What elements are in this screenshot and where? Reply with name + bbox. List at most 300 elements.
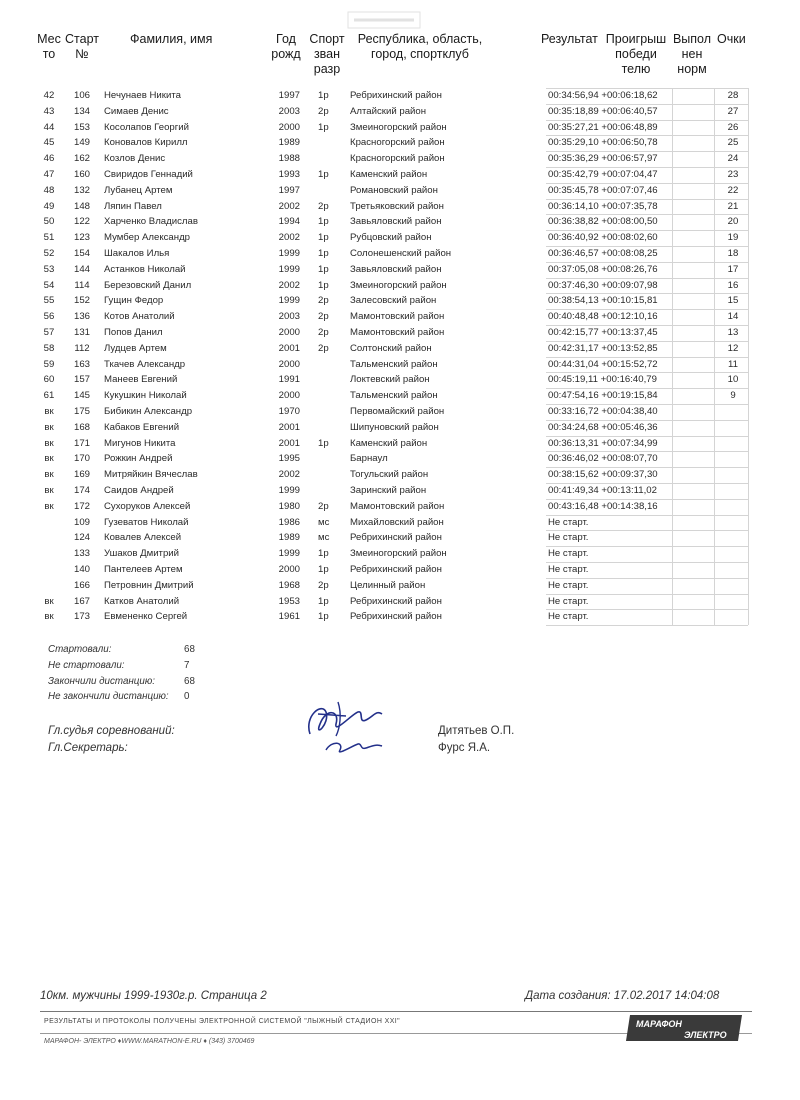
cell-rank: 1р: [318, 548, 329, 560]
stat-label: Не закончили дистанцию:: [48, 691, 169, 703]
cell-birth-year: 2002: [278, 279, 300, 291]
grid-row-line: [546, 135, 748, 136]
cell-region: Каменский район: [350, 168, 428, 180]
cell-result: 00:37:46,30 +00:09:07,98: [548, 279, 658, 291]
cell-birth-year: 1999: [278, 247, 300, 259]
cell-place: 44: [43, 121, 55, 133]
cell-rank: 1р: [318, 121, 329, 133]
secretary-name: Фурс Я.А.: [438, 742, 491, 754]
cell-result: 00:42:31,17 +00:13:52,85: [548, 342, 658, 354]
grid-row-line: [546, 341, 748, 342]
grid-row-line: [546, 420, 748, 421]
grid-row-line: [546, 388, 748, 389]
cell-name: Свиридов Геннадий: [104, 168, 193, 180]
cell-birth-year: 1993: [278, 168, 300, 180]
cell-birth-year: 1997: [278, 184, 300, 196]
cell-region: Ребрихинский район: [350, 563, 442, 575]
cell-result: 00:45:19,11 +00:16:40,79: [548, 374, 657, 386]
stat-label: Закончили дистанцию:: [48, 675, 155, 687]
cell-start-number: 154: [73, 247, 90, 259]
table-row: [0, 499, 800, 515]
cell-name: Козлов Денис: [104, 153, 166, 165]
cell-result: Не старт.: [548, 548, 589, 560]
grid-row-line: [546, 262, 748, 263]
secretary-label: Гл.Секретарь:: [48, 742, 128, 754]
cell-rank: 1р: [318, 279, 329, 291]
cell-region: Целинный район: [350, 579, 426, 591]
cell-birth-year: 2003: [278, 105, 300, 117]
table-row: [0, 451, 800, 467]
signature-image: [296, 694, 392, 762]
cell-result: 00:47:54,16 +00:19:15,84: [548, 390, 658, 402]
footer-divider: [40, 1011, 752, 1012]
cell-place: вк: [44, 611, 54, 623]
cell-region: Солонешенский район: [350, 247, 452, 259]
cell-region: Каменский район: [350, 437, 428, 449]
cell-rank: мс: [318, 532, 330, 544]
cell-points: 20: [727, 216, 739, 228]
grid-row-line: [546, 214, 748, 215]
cell-start-number: 169: [73, 469, 90, 481]
cell-place: 53: [43, 263, 55, 275]
cell-region: Рубцовский район: [350, 232, 432, 244]
table-row: [0, 578, 800, 594]
cell-birth-year: 1999: [278, 295, 300, 307]
header-year: Год рожд: [271, 32, 301, 61]
cell-birth-year: 1961: [278, 611, 300, 623]
cell-result: Не старт.: [548, 516, 589, 528]
cell-rank: 2р: [318, 311, 329, 323]
cell-start-number: 131: [73, 326, 90, 338]
cell-start-number: 166: [73, 579, 90, 591]
cell-name: Евмененко Сергей: [104, 611, 188, 623]
table-row: [0, 562, 800, 578]
grid-row-line: [546, 625, 748, 626]
cell-region: Ребрихинский район: [350, 532, 442, 544]
cell-points: 28: [727, 90, 739, 101]
cell-result: 00:33:16,72 +00:04:38,40: [548, 405, 658, 417]
cell-place: 48: [43, 184, 55, 196]
table-row: [0, 388, 800, 404]
cell-name: Астанков Николай: [104, 263, 186, 275]
cell-place: 45: [43, 137, 55, 149]
table-row: [0, 420, 800, 436]
cell-birth-year: 2003: [278, 311, 300, 323]
cell-start-number: 136: [73, 311, 90, 323]
cell-start-number: 148: [73, 200, 90, 212]
cell-start-number: 152: [73, 295, 90, 307]
cell-result: 00:38:15,62 +00:09:37,30: [548, 469, 658, 481]
cell-result: Не старт.: [548, 563, 589, 575]
grid-row-line: [546, 546, 748, 547]
grid-column-line: [714, 88, 715, 625]
table-row: [0, 293, 800, 309]
cell-name: Пантелеев Артем: [104, 563, 183, 575]
cell-birth-year: 2002: [278, 200, 300, 212]
cell-birth-year: 2000: [278, 390, 300, 402]
grid-row-line: [546, 609, 748, 610]
cell-birth-year: 1997: [278, 90, 300, 101]
cell-result: 00:35:42,79 +00:07:04,47: [548, 168, 658, 180]
cell-rank: 1р: [318, 437, 329, 449]
cell-start-number: 140: [73, 563, 90, 575]
cell-rank: 2р: [318, 500, 329, 512]
grid-row-line: [546, 278, 748, 279]
table-row: [0, 436, 800, 452]
cell-points: 15: [727, 295, 739, 307]
header-rank: Спорт зван разр: [309, 32, 345, 76]
cell-start-number: 175: [73, 405, 90, 417]
cell-birth-year: 2000: [278, 358, 300, 370]
cell-rank: 1р: [318, 611, 329, 623]
header-norm: Выпол нен норм: [672, 32, 712, 76]
cell-points: 17: [727, 263, 739, 275]
marathon-electro-logo: [624, 1013, 748, 1043]
cell-region: Первомайский район: [350, 405, 445, 417]
grid-row-line: [546, 246, 748, 247]
cell-name: Нечунаев Никита: [104, 90, 181, 101]
cell-region: Завьяловский район: [350, 263, 442, 275]
cell-points: 22: [727, 184, 739, 196]
cell-place: вк: [44, 500, 54, 512]
cell-result: 00:44:31,04 +00:15:52,72: [548, 358, 658, 370]
cell-rank: 2р: [318, 105, 329, 117]
grid-row-line: [546, 483, 748, 484]
stat-value: 7: [184, 659, 190, 671]
header-start: Старт №: [65, 32, 99, 61]
cell-name: Манеев Евгений: [104, 374, 178, 386]
table-row: [0, 167, 800, 183]
grid-row-line: [546, 104, 748, 105]
cell-place: 60: [43, 374, 55, 386]
table-row: [0, 135, 800, 151]
cell-result: 00:36:40,92 +00:08:02,60: [548, 232, 658, 244]
cell-birth-year: 1999: [278, 484, 300, 496]
cell-name: Кабаков Евгений: [104, 421, 180, 433]
cell-name: Катков Анатолий: [104, 595, 180, 607]
table-row: [0, 262, 800, 278]
grid-column-line: [748, 88, 749, 625]
table-row: [0, 609, 800, 625]
grid-row-line: [546, 530, 748, 531]
table-row: [0, 594, 800, 610]
cell-name: Саидов Андрей: [104, 484, 174, 496]
grid-row-line: [546, 594, 748, 595]
cell-place: 47: [43, 168, 55, 180]
cell-name: Гущин Федор: [104, 295, 164, 307]
cell-points: 12: [727, 342, 739, 354]
cell-place: 55: [43, 295, 55, 307]
cell-place: 58: [43, 342, 55, 354]
cell-region: Ребрихинский район: [350, 90, 442, 101]
contact-info: МАРАФОН- ЭЛЕКТРО ♦WWW.MARATHON-E.RU ♦ (343) 3700469: [44, 1038, 255, 1045]
cell-place: вк: [44, 421, 54, 433]
cell-name: Попов Данил: [104, 326, 163, 338]
table-row: [0, 230, 800, 246]
cell-place: вк: [44, 437, 54, 449]
cell-start-number: 122: [73, 216, 90, 228]
cell-name: Рожкин Андрей: [104, 453, 173, 465]
cell-place: 59: [43, 358, 55, 370]
cell-rank: 2р: [318, 342, 329, 354]
judge-label: Гл.судья соревнований:: [48, 725, 175, 737]
cell-region: Локтевский район: [350, 374, 430, 386]
cell-result: 00:35:36,29 +00:06:57,97: [548, 153, 658, 165]
grid-row-line: [546, 515, 748, 516]
cell-result: Не старт.: [548, 595, 589, 607]
cell-name: Кукушкин Николай: [104, 390, 187, 402]
cell-start-number: 157: [73, 374, 90, 386]
cell-birth-year: 2000: [278, 326, 300, 338]
cell-place: вк: [44, 405, 54, 417]
cell-start-number: 149: [73, 137, 90, 149]
cell-birth-year: 1989: [278, 532, 300, 544]
cell-region: Ребрихинский район: [350, 611, 442, 623]
cell-rank: 2р: [318, 200, 329, 212]
cell-birth-year: 1989: [278, 137, 300, 149]
cell-result: 00:34:24,68 +00:05:46,36: [548, 421, 658, 433]
cell-place: 54: [43, 279, 55, 291]
table-row: [0, 120, 800, 136]
cell-birth-year: 1999: [278, 548, 300, 560]
table-row: [0, 530, 800, 546]
cell-result: Не старт.: [548, 532, 589, 544]
cell-region: Третьяковский район: [350, 200, 444, 212]
table-row: [0, 546, 800, 562]
grid-row-line: [546, 120, 748, 121]
grid-row-line: [546, 562, 748, 563]
cell-name: Березовский Данил: [104, 279, 192, 291]
grid-row-line: [546, 357, 748, 358]
cell-start-number: 133: [73, 548, 90, 560]
header-result: Результат: [541, 32, 598, 46]
table-row: [0, 199, 800, 215]
table-row: [0, 246, 800, 262]
cell-name: Петровнин Дмитрий: [104, 579, 194, 591]
cell-place: 51: [43, 232, 55, 244]
grid-row-line: [546, 309, 748, 310]
cell-name: Мигунов Никита: [104, 437, 176, 449]
cell-rank: 1р: [318, 247, 329, 259]
cell-rank: 1р: [318, 90, 329, 101]
cell-rank: 1р: [318, 168, 329, 180]
cell-name: Ткачев Александр: [104, 358, 186, 370]
grid-row-line: [546, 499, 748, 500]
cell-result: 00:38:54,13 +00:10:15,81: [548, 295, 658, 307]
cell-birth-year: 1970: [278, 405, 300, 417]
cell-start-number: 163: [73, 358, 90, 370]
cell-place: вк: [44, 484, 54, 496]
cell-points: 19: [727, 232, 739, 244]
table-row: [0, 214, 800, 230]
cell-points: 26: [727, 121, 739, 133]
cell-result: 00:41:49,34 +00:13:11,02: [548, 484, 657, 496]
grid-row-line: [546, 578, 748, 579]
cell-points: 10: [727, 374, 739, 386]
table-row: [0, 309, 800, 325]
cell-birth-year: 1995: [278, 453, 300, 465]
grid-row-line: [546, 151, 748, 152]
grid-row-line: [546, 88, 748, 89]
cell-rank: 1р: [318, 263, 329, 275]
cell-birth-year: 1999: [278, 263, 300, 275]
grid-row-line: [546, 325, 748, 326]
cell-start-number: 109: [73, 516, 90, 528]
cell-place: 43: [43, 105, 55, 117]
cell-start-number: 174: [73, 484, 90, 496]
grid-row-line: [546, 167, 748, 168]
cell-start-number: 112: [74, 342, 90, 354]
cell-rank: 1р: [318, 595, 329, 607]
cell-place: 61: [43, 390, 55, 402]
cell-result: Не старт.: [548, 611, 589, 623]
stat-value: 68: [184, 644, 195, 655]
cell-birth-year: 1991: [278, 374, 300, 386]
table-row: [0, 151, 800, 167]
cell-points: 13: [727, 326, 739, 338]
table-row: [0, 325, 800, 341]
cell-region: Тогульский район: [350, 469, 429, 481]
table-row: [0, 404, 800, 420]
cell-region: Завьяловский район: [350, 216, 442, 228]
cell-points: 9: [730, 390, 736, 402]
page-info: 10км. мужчины 1999-1930г.р. Страница 2: [40, 990, 267, 1002]
cell-result: 00:35:29,10 +00:06:50,78: [548, 137, 658, 149]
table-row: [0, 278, 800, 294]
cell-start-number: 132: [73, 184, 90, 196]
cell-region: Романовский район: [350, 184, 438, 196]
cell-result: 00:35:18,89 +00:06:40,57: [548, 105, 658, 117]
cell-points: 14: [727, 311, 739, 323]
cell-start-number: 168: [73, 421, 90, 433]
table-row: [0, 341, 800, 357]
cell-rank: 2р: [318, 295, 329, 307]
cell-region: Заринский район: [350, 484, 427, 496]
cell-birth-year: 1968: [278, 579, 300, 591]
cell-birth-year: 1980: [278, 500, 300, 512]
cell-name: Мумбер Александр: [104, 232, 191, 244]
cell-region: Михайловский район: [350, 516, 444, 528]
cell-rank: 2р: [318, 326, 329, 338]
header-place: Мес то: [37, 32, 61, 61]
grid-row-line: [546, 199, 748, 200]
cell-start-number: 124: [73, 532, 90, 544]
cell-region: Красногорский район: [350, 153, 445, 165]
cell-start-number: 172: [73, 500, 90, 512]
cell-birth-year: 2002: [278, 232, 300, 244]
cell-region: Барнаул: [350, 453, 388, 465]
svg-text:МАРАФОН: МАРАФОН: [636, 1019, 682, 1029]
cell-place: 50: [43, 216, 55, 228]
cell-region: Тальменский район: [350, 390, 438, 402]
cell-birth-year: 2000: [278, 563, 300, 575]
cell-result: 00:36:14,10 +00:07:35,78: [548, 200, 658, 212]
cell-name: Харченко Владислав: [104, 216, 198, 228]
stat-value: 0: [184, 691, 190, 703]
cell-place: 46: [43, 153, 55, 165]
header-behind: Проигрыш победи телю: [605, 32, 667, 76]
cell-name: Коновалов Кирилл: [104, 137, 188, 149]
svg-text:ЭЛЕКТРО: ЭЛЕКТРО: [684, 1030, 727, 1040]
system-note: РЕЗУЛЬТАТЫ И ПРОТОКОЛЫ ПОЛУЧЕНЫ ЭЛЕКТРОННОЙ СИСТЕМОЙ "ЛЫЖНЫЙ СТАДИОН XXI": [44, 1018, 400, 1025]
cell-start-number: 134: [73, 105, 90, 117]
cell-rank: мс: [318, 516, 330, 528]
grid-row-line: [546, 183, 748, 184]
cell-rank: 2р: [318, 579, 329, 591]
grid-row-line: [546, 404, 748, 405]
cell-birth-year: 2001: [278, 437, 300, 449]
cell-start-number: 114: [74, 279, 90, 291]
table-row: [0, 88, 800, 104]
cell-result: Не старт.: [548, 579, 589, 591]
cell-start-number: 160: [73, 168, 90, 180]
cell-rank: 1р: [318, 216, 329, 228]
cell-birth-year: 1986: [278, 516, 300, 528]
cell-name: Сухоруков Алексей: [104, 500, 191, 512]
table-row: [0, 467, 800, 483]
grid-row-line: [546, 293, 748, 294]
cell-place: вк: [44, 453, 54, 465]
cell-points: 21: [727, 200, 739, 212]
cell-start-number: 153: [73, 121, 90, 133]
cell-points: 27: [727, 105, 739, 117]
cell-name: Шакалов Илья: [104, 247, 170, 259]
table-row: [0, 483, 800, 499]
stamp-mark: [344, 6, 424, 34]
grid-row-line: [546, 230, 748, 231]
cell-region: Ребрихинский район: [350, 595, 442, 607]
cell-name: Ковалев Алексей: [104, 532, 182, 544]
cell-region: Тальменский район: [350, 358, 438, 370]
table-row: [0, 357, 800, 373]
cell-start-number: 167: [73, 595, 90, 607]
cell-birth-year: 2002: [278, 469, 300, 481]
table-row: [0, 183, 800, 199]
cell-points: 11: [728, 358, 738, 370]
cell-rank: 1р: [318, 232, 329, 244]
stat-value: 68: [184, 675, 195, 687]
cell-region: Шипуновский район: [350, 421, 439, 433]
cell-name: Котов Анатолий: [104, 311, 175, 323]
cell-start-number: 173: [73, 611, 90, 623]
cell-result: 00:36:38,82 +00:08:00,50: [548, 216, 658, 228]
cell-result: 00:36:46,57 +00:08:08,25: [548, 247, 658, 259]
cell-region: Мамонтовский район: [350, 326, 445, 338]
cell-place: 49: [43, 200, 55, 212]
cell-start-number: 162: [73, 153, 90, 165]
cell-birth-year: 2001: [278, 342, 300, 354]
cell-birth-year: 1994: [278, 216, 300, 228]
cell-start-number: 170: [73, 453, 90, 465]
cell-name: Митряйкин Вячеслав: [104, 469, 198, 481]
cell-region: Алтайский район: [350, 105, 427, 117]
cell-start-number: 171: [73, 437, 90, 449]
cell-birth-year: 1953: [278, 595, 300, 607]
cell-region: Залесовский район: [350, 295, 437, 307]
cell-name: Лудцев Артем: [104, 342, 167, 354]
cell-result: 00:43:16,48 +00:14:38,16: [548, 500, 658, 512]
grid-row-line: [546, 467, 748, 468]
cell-place: вк: [44, 469, 54, 481]
cell-name: Симаев Денис: [104, 105, 169, 117]
header-name: Фамилия, имя: [130, 32, 213, 46]
cell-result: 00:37:05,08 +00:08:26,76: [548, 263, 658, 275]
cell-name: Косолапов Георгий: [104, 121, 189, 133]
cell-start-number: 106: [73, 90, 90, 101]
cell-result: 00:42:15,77 +00:13:37,45: [548, 326, 658, 338]
judge-name: Дитятьев О.П.: [438, 725, 515, 737]
header-region: Республика, область, город, спортклуб: [357, 32, 483, 61]
